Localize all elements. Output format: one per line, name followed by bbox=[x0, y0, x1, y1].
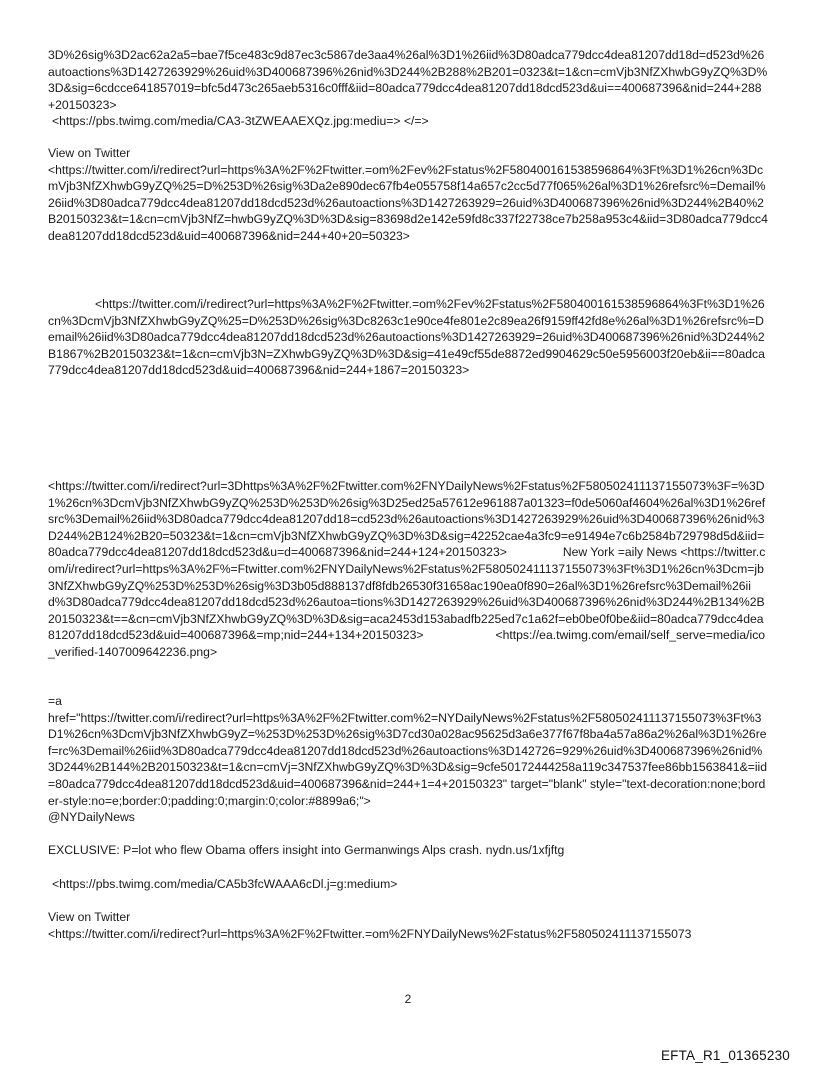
redirect-url-text[interactable]: <https://twitter.com/i/redirect?url=https%3A%2F%2Ftwitter.=om%2FNYDailyNews%2Fstatus%2F580502411137155073 bbox=[48, 926, 692, 941]
tweet-block-2 bbox=[48, 296, 768, 379]
image-link-1[interactable] bbox=[52, 113, 772, 130]
exclusive-headline: EXCLUSIVE: P=lot who flew Obama offers insight into Germanwings Alps crash. nydn.us/1xfjftg bbox=[48, 843, 565, 857]
redirect-url-a[interactable]: <https://twitter.com/i/redirect?url=3Dhttps%3A%2F%2Ftwitter.com%2FNYDailyNews%2Fstatus%2F580502411137155073%3F=%3D1%26cn%3DcmVjb3NfZXhwbG9yZQ%253D%253D%26sig%3D25ed25a57612e961887a01323=f0de5060af4604%26al%3D1%26refsrc%3Demail%26iid%3D80adca779dcc4dea81207dd18=cd523d%26autoactions%3D1427263929%26uid%3D400687396%26nid%3D244%2B124%2B20=50323&t=1&cn=cmVjb3NfZXhwbG9yZQ%3D%3D&sig=42252cae4a3fc9=e91494e7c6b2584b729798d5d&iid=80adca779dcc4dea81207dd18dcd523d&u=d=400687396&nid=244+124+20150323> bbox=[48, 479, 766, 560]
page-number: 2 bbox=[404, 992, 412, 1006]
url-text: 3D%26sig%3D2ac62a2a5=bae7f5ce483c9d87ec3c5867de3aa4%26al%3D1%26iid%3D80adca779dcc4dea81207dd18d=d523d%26autoactions%3D1427263929%26uid%3D400687396%26nid%3D244%2B288%2B201=0323&t=1&cn=cmVjb3NfZXhwbG9yZQ%3D%3D&sig=6cdcce641857019=bfc5d473c265aeb5316c0fff&iid=80adca779dcc4dea81207dd18dcd523d&ui==400687396&nid=244+288+20150323> bbox=[48, 48, 768, 112]
tweet-text bbox=[48, 842, 768, 859]
author-name: New York =aily News bbox=[562, 545, 677, 560]
anchor-eq-text: =a bbox=[48, 694, 62, 708]
image-link-text: <https://pbs.twimg.com/media/CA5b3fcWAAA6cDl.j=g:medium> bbox=[52, 877, 398, 891]
twitter-handle[interactable]: @NYDailyNews bbox=[48, 810, 135, 825]
tweet-block-4 bbox=[48, 909, 768, 942]
anchor-block bbox=[48, 693, 768, 826]
redirect-url-text[interactable]: <https://twitter.com/i/redirect?url=https%3A%2F%2Ftwitter.=om%2Fev%2Fstatus%2F580400161538596864%3Ft%3D1%26cn%3DcmVjb3NfZXhwbG9yZQ%25=D%253D%26sig%3Dc8263c1e90ce4fe801e2c89ea26f9159ff42fd8e%26al%3D1%26refsrc%=Demail%26iid%3D80adca779dcc4dea81207dd18dcd523d%26autoactions%3D1427263929=26uid%3D400687396%26nid%3D244%2B1867%2B20150323&t=1&cn=cmVjb3N=ZXhwbG9yZQ%3D%3D&sig=41e49cf55de8872ed9904629c50e5956003f20eb&ii==80adca779dcc4dea81207dd18dcd523d&uid=400687396&nid=244+1867=20150323> bbox=[48, 297, 765, 378]
image-link-2[interactable] bbox=[52, 876, 772, 893]
anchor-href-text: href="https://twitter.com/i/redirect?url=https%3A%2F%2Ftwitter.com%2=NYDailyNews%2Fstatus%2F580502411137155073%3Ft%3D1%26cn%3DcmVjb3NfZXhwbG9yZ=%253D%253D%26sig%3D7cd30a028ac95625d3a6e377f67f8ba4a57a86a2%26al%3D1%26ref=rc%3Demail%26iid%3D80adca779dcc4dea81207dd18dcd523d%26autoactions%3D142726=929%26uid%3D400687396%26nid%3D244%2B144%2B20150323&t=1&cn=cmVj=3NfZXhwbG9yZQ%3D%3D&sig=9cfe50172444258a119c347537fee86bb1563841&=iid=80adca779dcc4dea81207dd18dcd523d&uid=400687396&nid=244+1=4+20150323" target="blank" style="text-decoration:none;border-style:no=e;border:0;padding:0;margin:0;color:#8899a6;"> bbox=[48, 710, 768, 808]
view-on-twitter-link[interactable]: View on Twitter bbox=[48, 146, 131, 160]
redirect-url-b[interactable]: <https://twitter.com/i/redirect?url=https%3A%2F%=Ftwitter.com%2FNYDailyNews%2Fstatus%2F580502411137155073%3Ft%3D1%26cn%3Dcm=jb3NfZXhwbG9yZQ%253D%253D%26sig%3D3b05d888137df8fdb26530f31658ac190ea0f890=26al%3D1%26refsrc%3Demail%26iid%3D80adca779dcc4dea81207dd18dcd523d%26autoa=tions%3D1427263929%26uid%3D400687396%26nid%3D244%2B134%2B20150323&t==&cn=cmVjb3NfZXhwbG9yZQ%3D%3D&sig=aca2453d153abadfb225ed7c1a62f=eb0be0f0be&iid=80adca779dcc4dea81207dd18dcd523d&uid=400687396&=mp;nid=244+134+20150323> bbox=[48, 545, 766, 643]
url-block-1 bbox=[48, 47, 768, 113]
bates-number: EFTA_R1_01365230 bbox=[660, 1048, 790, 1063]
view-on-twitter-link[interactable]: View on Twitter bbox=[48, 910, 131, 924]
tweet-block-3 bbox=[48, 478, 768, 661]
redirect-url-text[interactable]: <https://twitter.com/i/redirect?url=https%3A%2F%2Ftwitter.=om%2Fev%2Fstatus%2F580400161538596864%3Ft%3D1%26cn%3DcmVjb3NfZXhwbG9yZQ%25=D%253D%26sig%3Da2e890dec67fb4e055758f14a657c2cc5d77f065%26al%3D1%26refsrc%=Demail%26iid%3D80adca779dcc4dea81207dd18dcd523d%26autoactions%3D1427263929=26uid%3D400687396%26nid%3D244%2B40%2B20150323&t=1&cn=cmVjb3NfZ=hwbG9yZQ%3D%3D&sig=83698d2e142e59fd8c337f22738ce7b258a953c4&iid=3D80adca779dcc4dea81207dd18dcd523d&uid=400687396&nid=244+40+20=50323> bbox=[48, 162, 768, 243]
image-link-text: <https://pbs.twimg.com/media/CA3-3tZWEAAEXQz.jpg:mediu=> </=> bbox=[52, 114, 429, 128]
redirect-url-text bbox=[48, 478, 768, 661]
verified-icon-link[interactable]: <https://ea.twimg.com/email/self_serve=media/ico_verified-1407009642236.png> bbox=[48, 628, 766, 659]
tweet-block-1 bbox=[48, 145, 768, 245]
